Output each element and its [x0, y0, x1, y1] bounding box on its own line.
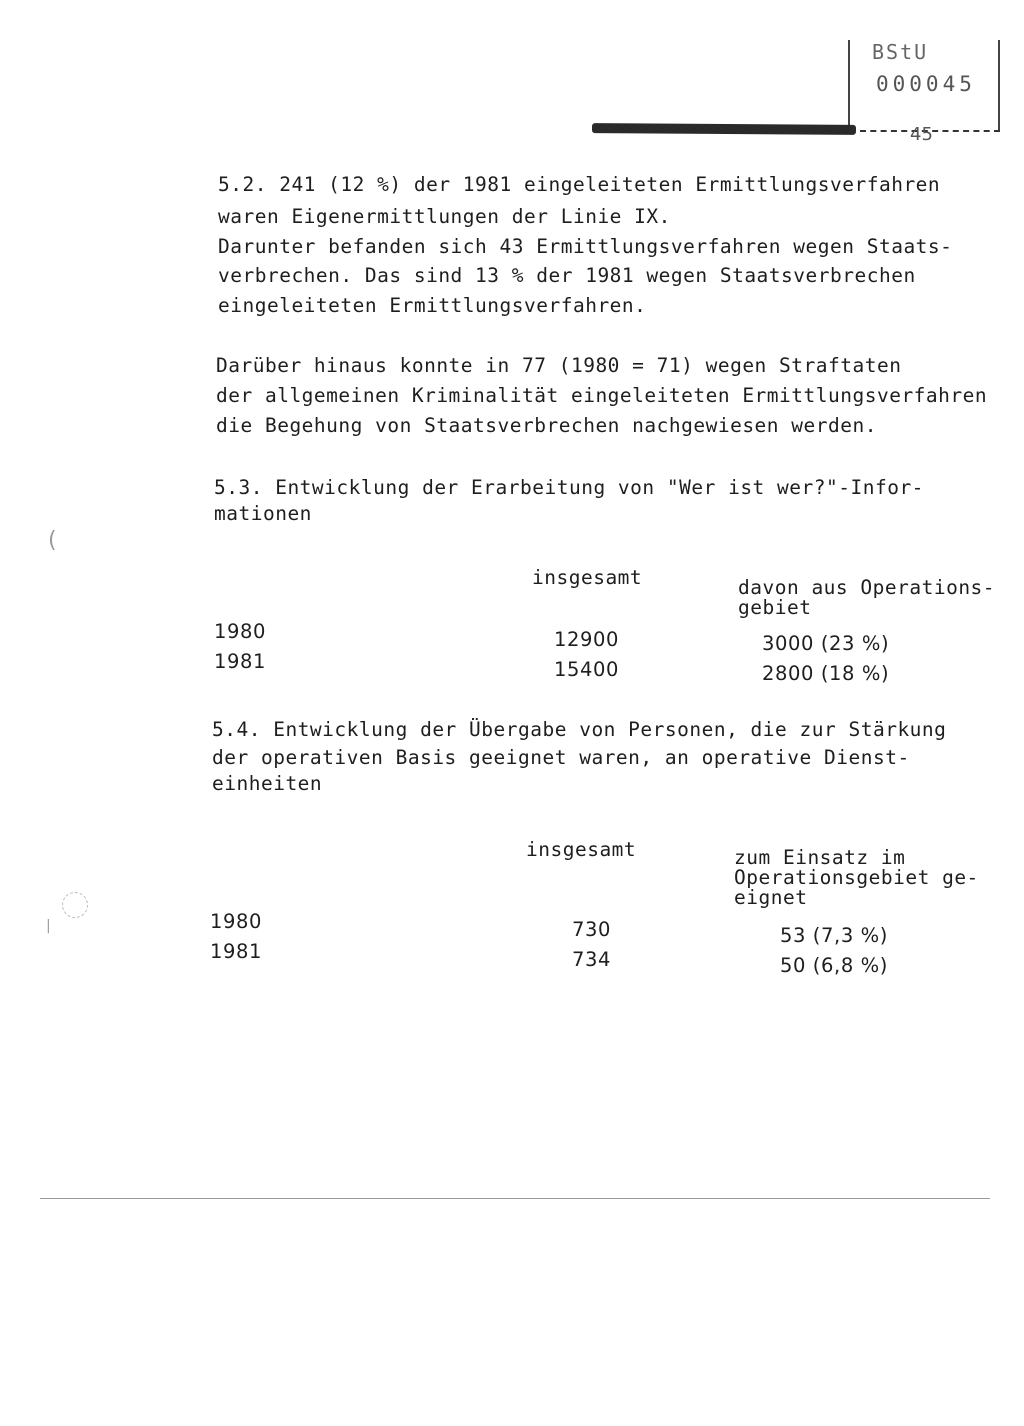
s53-row1-year: 1980: [214, 620, 267, 643]
s54-col-total-header: insgesamt: [526, 838, 637, 861]
redaction-strike: [592, 123, 856, 135]
s52-line-4: verbrechen. Das sind 13 % der 1981 wegen Staatsverbrechen: [218, 264, 916, 287]
s54-heading-2: der operativen Basis geeignet waren, an operative Dienst-: [212, 746, 910, 769]
punch-hole-tick: |: [46, 918, 51, 934]
s54-heading-3: einheiten: [212, 772, 323, 795]
s53-row2-total: 15400: [554, 658, 620, 681]
s53-row2-sub: 2800 (18 %): [762, 662, 890, 685]
s53-row1-total: 12900: [554, 628, 620, 651]
punch-hole-mark: (: [48, 528, 57, 553]
s52-line-2: waren Eigenermittlungen der Linie IX.: [218, 205, 671, 228]
s53-col-total-header: insgesamt: [532, 566, 643, 589]
s54-heading-1: 5.4. Entwicklung der Übergabe von Personen, die zur Stärkung: [212, 718, 947, 741]
s52-line-3: Darunter befanden sich 43 Ermittlungsverfahren wegen Staats-: [218, 235, 953, 258]
s52-para2-line-1: Darüber hinaus konnte in 77 (1980 = 71) wegen Straftaten: [216, 354, 902, 377]
stamp-number: 000045: [876, 72, 976, 96]
s53-heading-1: 5.3. Entwicklung der Erarbeitung von "Wer ist wer?"-Infor-: [214, 476, 924, 499]
s53-col-sub-header-1: davon aus Operations-: [738, 576, 996, 599]
punch-hole-circle: [62, 892, 88, 918]
s52-line-1: 5.2. 241 (12 %) der 1981 eingeleiteten Ermittlungsverfahren: [218, 173, 941, 196]
s54-col-sub-header-1: zum Einsatz im: [734, 846, 906, 869]
s53-heading-2: mationen: [214, 502, 312, 525]
s53-row2-year: 1981: [214, 650, 267, 673]
s54-row1-total: 730: [572, 918, 612, 941]
s54-col-sub-header-2: Operationsgebiet ge-: [734, 866, 979, 889]
s53-row1-sub: 3000 (23 %): [762, 632, 890, 655]
s54-row2-sub: 50 (6,8 %): [780, 954, 888, 977]
s54-row1-sub: 53 (7,3 %): [780, 924, 888, 947]
s54-col-sub-header-3: eignet: [734, 886, 808, 909]
stamp-agency: BStU: [872, 40, 929, 64]
s52-line-5: eingeleiteten Ermittlungsverfahren.: [218, 294, 647, 317]
s53-col-sub-header-2: gebiet: [738, 596, 812, 619]
s54-row1-year: 1980: [210, 910, 263, 933]
s52-para2-line-2: der allgemeinen Kriminalität eingeleiteten Ermittlungsverfahren: [216, 384, 988, 407]
s54-row2-total: 734: [572, 948, 612, 971]
s54-row2-year: 1981: [210, 940, 263, 963]
page-number: 45: [910, 124, 933, 145]
s52-para2-line-3: die Begehung von Staatsverbrechen nachgewiesen werden.: [216, 414, 877, 437]
bottom-rule: [40, 1198, 990, 1199]
